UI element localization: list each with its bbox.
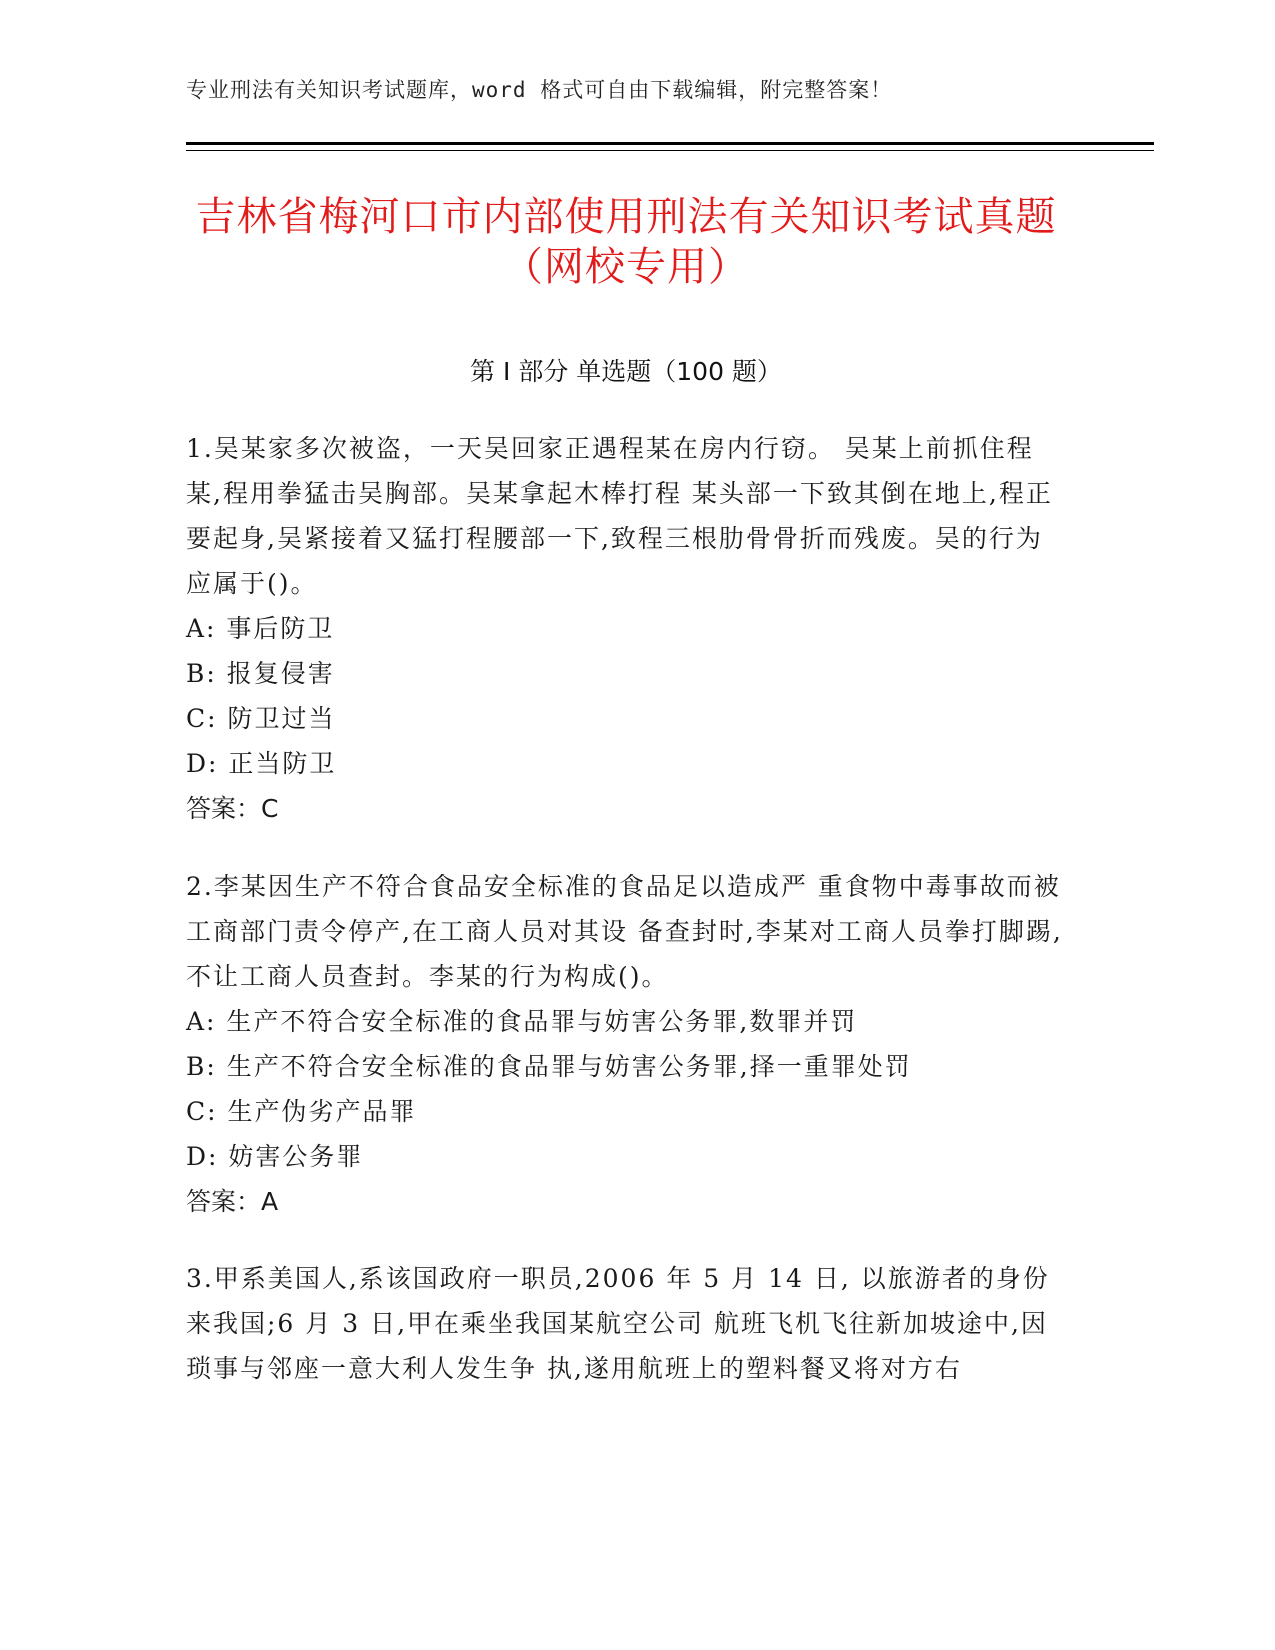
option-d: D: 正当防卫 — [186, 749, 337, 778]
option-c: C: 生产伪劣产品罪 — [186, 1097, 417, 1126]
document-title: 吉林省梅河口市内部使用刑法有关知识考试真题（网校专用） — [195, 194, 1057, 290]
option-b: B: 报复侵害 — [186, 659, 335, 688]
answer: 答案：A — [186, 1187, 279, 1216]
header-rule-thin — [186, 150, 1154, 151]
question-2 — [186, 864, 1066, 1224]
question-3 — [186, 1256, 1066, 1391]
option-c: C: 防卫过当 — [186, 704, 336, 733]
question-stem: 3.甲系美国人,系该国政府一职员,2006 年 5 月 14 日, 以旅游者的身份来我国;6 月 3 日,甲在乘坐我国某航空公司 航班飞机飞往新加坡途中,因琐事与邻座一意大利人发生争 执,遂用航班上的塑料餐叉将对方右 — [186, 1264, 1050, 1383]
section-title: 第 I 部分 单选题（100 题） — [470, 357, 782, 386]
question-stem: 1.吴某家多次被盗，一天吴回家正遇程某在房内行窃。 吴某上前抓住程某,程用拳猛击吴胸部。吴某拿起木棒打程 某头部一下致其倒在地上,程正要起身,吴紧接着又猛打程腰部一下,致程三根肋骨骨折而残废。吴的行为应属于()。 — [186, 434, 1053, 598]
option-a: A: 事后防卫 — [186, 614, 335, 643]
option-d: D: 妨害公务罪 — [186, 1142, 364, 1171]
question-1 — [186, 426, 1066, 831]
question-stem: 2.李某因生产不符合食品安全标准的食品足以造成严 重食物中毒事故而被工商部门责令停产,在工商人员对其设 备查封时,李某对工商人员拳打脚踢,不让工商人员查封。李某的行为构成()。 — [186, 872, 1063, 991]
answer: 答案：C — [186, 794, 279, 823]
header-rule-thick — [186, 142, 1154, 145]
option-b: B: 生产不符合安全标准的食品罪与妨害公务罪,择一重罪处罚 — [186, 1052, 912, 1081]
option-a: A: 生产不符合安全标准的食品罪与妨害公务罪,数罪并罚 — [186, 1007, 858, 1036]
header-note: 专业刑法有关知识考试题库，word 格式可自由下载编辑，附完整答案！ — [186, 78, 893, 102]
